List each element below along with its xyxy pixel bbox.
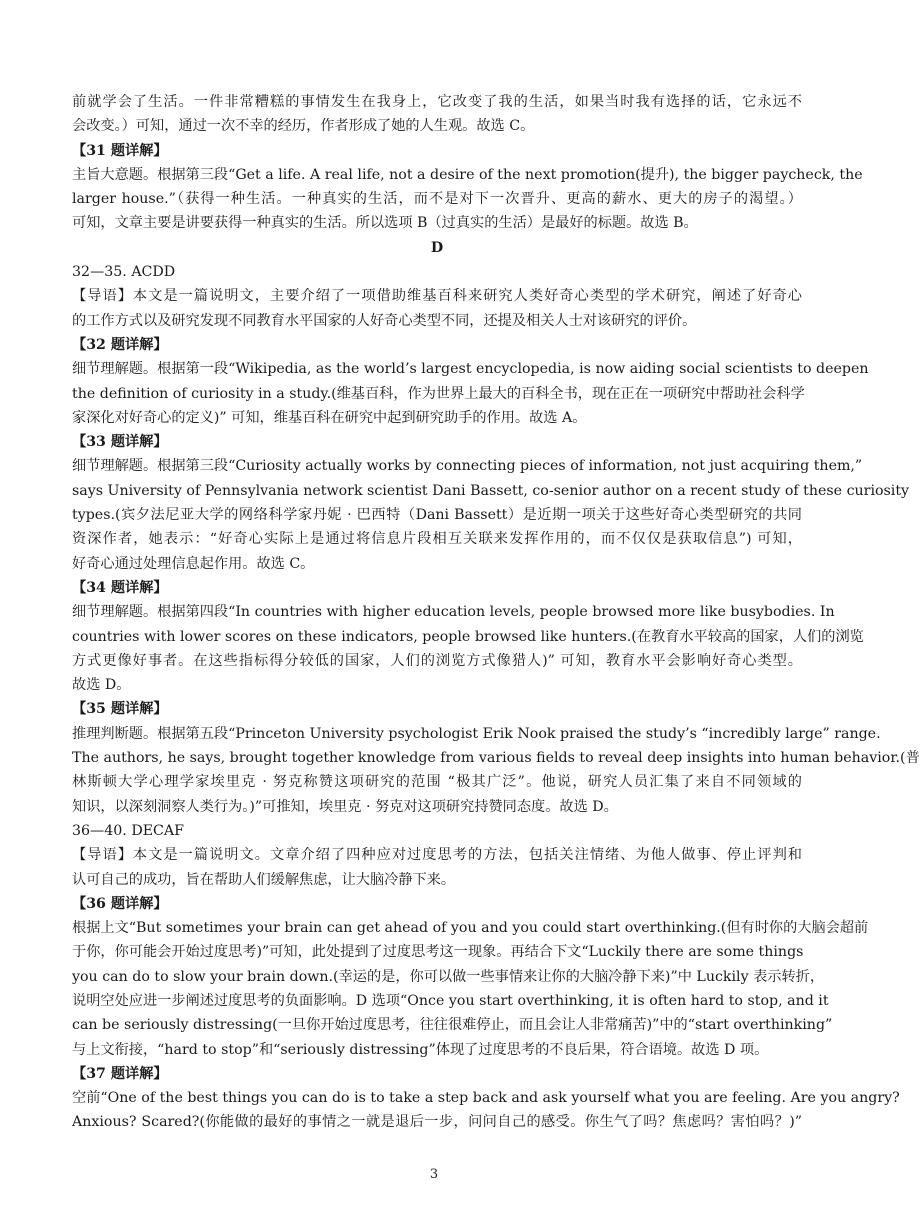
text-line: types.(宾夕法尼亚大学的网络科学家丹妮 · 巴西特（Dani Bassett）是近期一项关于这些好奇心类型研究的共同	[72, 507, 802, 524]
text-line: 林斯顿大学心理学家埃里克 · 努克称赞这项研究的范围 “极其广泛”。他说，研究人员汇集了来自不同领域的	[72, 774, 802, 791]
text-line: 于你，你可能会开始过度思考)”可知，此处提到了过度思考这一现象。再结合下文“Luckily there are some things	[72, 944, 804, 961]
text-line: 资深作者，她表示：“好奇心实际上是通过将信息片段相互关联来发挥作用的，而不仅仅是获取信息”) 可知，	[72, 531, 802, 548]
text-line: the definition of curiosity in a study.(维基百科，作为世界上最大的百科全书，现在正在一项研究中帮助社会科学	[72, 385, 805, 402]
text-line: 空前“One of the best things you can do is to take a step back and ask yourself what you are feeling. Are you angry?	[72, 1090, 900, 1107]
text-line: The authors, he says, brought together knowledge from various fields to reveal deep insights into human behavior.(普	[72, 750, 920, 767]
text-line: 【33 题详解】	[72, 434, 168, 451]
text-line: larger house.”（获得一种生活。一种真实的生活，而不是对下一次晋升、更高的薪水、更大的房子的渴望。）	[72, 191, 802, 208]
text-line: 好奇心通过处理信息起作用。故选 C。	[72, 555, 315, 572]
text-line: 根据上文“But sometimes your brain can get ahead of you and you could start overthinking.(但有时你的大脑会超前	[72, 920, 869, 937]
text-line: can be seriously distressing(一旦你开始过度思考，往往很难停止，而且会让人非常痛苦)”中的“start overthinking”	[72, 1017, 833, 1034]
text-line: 【导语】本文是一篇说明文，主要介绍了一项借助维基百科来研究人类好奇心类型的学术研究，阐述了好奇心	[72, 288, 802, 305]
text-line: 前就学会了生活。一件非常糟糕的事情发生在我身上，它改变了我的生活，如果当时我有选择的话，它永远不	[72, 94, 802, 110]
text-line: 【导语】本文是一篇说明文。文章介绍了四种应对过度思考的方法，包括关注情绪、为他人做事、停止评判和	[72, 847, 802, 864]
text-line: 可知，文章主要是讲要获得一种真实的生活。所以选项 B（过真实的生活）是最好的标题。故选 B。	[72, 215, 698, 232]
text-line: 【31 题详解】	[72, 142, 168, 159]
text-line: 的工作方式以及研究发现不同教育水平国家的人好奇心类型不同，还提及相关人士对该研究的评价。	[72, 312, 697, 329]
text-line: 主旨大意题。根据第三段“Get a life. A real life, not a desire of the next promotion(提升), the bigger paycheck, the	[72, 166, 863, 183]
text-line: you can do to slow your brain down.(幸运的是，你可以做一些事情来让你的大脑冷静下来)”中 Luckily 表示转折，	[72, 968, 825, 985]
text-line: 方式更像好事者。在这些指标得分较低的国家，人们的浏览方式像猎人)” 可知，教育水平会影响好奇心类型。	[72, 652, 802, 669]
text-line: 家深化对好奇心的定义)” 可知，维基百科在研究中起到研究助手的作用。故选 A。	[72, 409, 587, 426]
text-line: 细节理解题。根据第三段“Curiosity actually works by connecting pieces of information, not just acquiring them,”	[72, 458, 863, 475]
text-line: 说明空处应进一步阐述过度思考的负面影响。D 选项“Once you start overthinking, it is often hard to stop, and it	[72, 992, 829, 1009]
document-body	[72, 90, 920, 1135]
page-number: 3	[429, 1167, 439, 1182]
text-line: 【34 题详解】	[72, 579, 168, 596]
text-line: D	[430, 239, 444, 256]
text-line: 32—35. ACDD	[72, 264, 176, 281]
text-line: 推理判断题。根据第五段“Princeton University psychologist Erik Nook praised the study’s “incredibly large” range.	[72, 725, 881, 742]
text-line: 【36 题详解】	[72, 895, 168, 912]
text-line: 与上文衔接，“hard to stop”和“seriously distressing”体现了过度思考的不良后果，符合语境。故选 D 项。	[72, 1041, 769, 1058]
text-line: countries with lower scores on these indicators, people browsed like hunters.(在教育水平较高的国家，人们的浏览	[72, 628, 864, 645]
text-line: 认可自己的成功，旨在帮助人们缓解焦虑，让大脑冷静下来。	[72, 871, 456, 888]
text-line: Anxious? Scared?(你能做的最好的事情之一就是退后一步，问问自己的感受。你生气了吗？焦虑吗？害怕吗？)”	[72, 1114, 802, 1131]
text-line: 【32 题详解】	[72, 336, 168, 353]
text-line: 细节理解题。根据第四段“In countries with higher education levels, people browsed more like busybodies. In	[72, 604, 835, 621]
text-line: says University of Pennsylvania network scientist Dani Bassett, co-senior author on a recent study of these curiosity	[72, 482, 910, 499]
text-line: 36—40. DECAF	[72, 822, 184, 839]
text-line: 故选 D。	[72, 677, 131, 694]
text-line: 细节理解题。根据第一段“Wikipedia, as the world’s largest encyclopedia, is now aiding social scientists to deepen	[72, 361, 869, 378]
text-line: 【37 题详解】	[72, 1065, 168, 1082]
text-line: 会改变。）可知，通过一次不幸的经历，作者形成了她的人生观。故选 C。	[72, 118, 535, 135]
text-line: 【35 题详解】	[72, 701, 168, 718]
text-line: 知识，以深刻洞察人类行为。)”可推知，埃里克 · 努克对这项研究持赞同态度。故选 D。	[72, 798, 618, 815]
